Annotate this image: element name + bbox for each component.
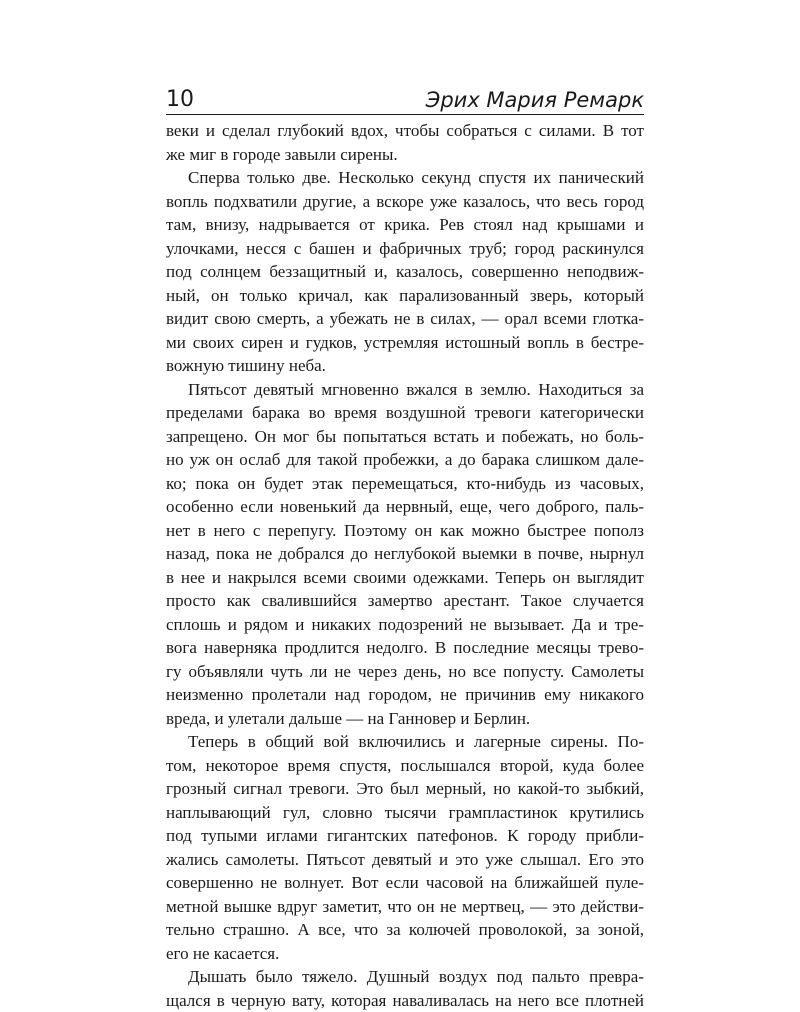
- paragraph-breathing: [166, 965, 644, 1012]
- text-line: наплывающий гул, словно тысячи грампластинок крутились: [166, 801, 644, 825]
- text-line: под тупыми иглами гигантских патефонов. К городу прибли-: [166, 824, 644, 848]
- text-line: ный, он только кричал, как парализованный зверь, который: [166, 284, 644, 308]
- text-line: под солнцем беззащитный и, казалось, совершенно неподвиж-: [166, 260, 644, 284]
- book-page: [166, 88, 644, 1012]
- paragraph-continuation: [166, 119, 644, 166]
- text-line: там, внизу, надрывается от крика. Рев стоял над крышами и: [166, 213, 644, 237]
- text-line: ко; пока он будет этак перемещаться, кто-нибудь из часовых,: [166, 472, 644, 496]
- paragraph-509: [166, 378, 644, 731]
- text-line: гу объявляли чуть ли не через день, но все попусту. Самолеты: [166, 660, 644, 684]
- text-line: веки и сделал глубокий вдох, чтобы собраться с силами. В тот: [166, 119, 644, 143]
- text-line: метной вышке вдруг заметит, что он не мертвец, — это действи-: [166, 895, 644, 919]
- running-head: [166, 88, 644, 115]
- page-number: 10: [166, 88, 194, 112]
- text-line: видит свою смерть, а убежать не в силах, — орал всеми глотка-: [166, 307, 644, 331]
- text-line: сплошь и рядом и никаких подозрений не вызывает. Да и тре-: [166, 613, 644, 637]
- text-line: но уж он ослаб для такой пробежки, а до барака слишком дале-: [166, 448, 644, 472]
- text-line: вога наверняка продлится недолго. В последние месяцы трево-: [166, 636, 644, 660]
- text-line: грозный сигнал тревоги. Это был мерный, но какой-то зыбкий,: [166, 777, 644, 801]
- text-line: Пятьсот девятый мгновенно вжался в землю. Находиться за: [166, 378, 644, 402]
- text-line: совершенно не волнует. Вот если часовой на ближайшей пуле-: [166, 871, 644, 895]
- text-line: тельно страшно. А все, что за колючей проволокой, за зоной,: [166, 918, 644, 942]
- text-line: нет в него с перепугу. Поэтому он как можно быстрее пополз: [166, 519, 644, 543]
- text-line: щался в черную вату, которая наваливалась на него все плотней: [166, 989, 644, 1012]
- text-body: [166, 119, 644, 1012]
- text-line: жались самолеты. Пятьсот девятый и это уже слышал. Его это: [166, 848, 644, 872]
- text-line: просто как свалившийся замертво арестант. Такое случается: [166, 589, 644, 613]
- text-line: Теперь в общий вой включились и лагерные сирены. По-: [166, 730, 644, 754]
- paragraph-sirens: [166, 166, 644, 378]
- text-line: улочками, несся с башен и фабричных труб; город раскинулся: [166, 237, 644, 261]
- text-line: ми своих сирен и гудков, устремляя истошный вопль в бестре-: [166, 331, 644, 355]
- text-line: Сперва только две. Несколько секунд спустя их панический: [166, 166, 644, 190]
- paragraph-camp-sirens: [166, 730, 644, 965]
- author-name: Эрих Мария Ремарк: [426, 88, 644, 112]
- text-line: запрещено. Он мог бы попытаться встать и побежать, но боль-: [166, 425, 644, 449]
- text-line: Дышать было тяжело. Душный воздух под пальто превра-: [166, 965, 644, 989]
- text-line: пределами барака во время воздушной тревоги категорически: [166, 401, 644, 425]
- text-line: том, некоторое время спустя, послышался второй, куда более: [166, 754, 644, 778]
- text-line: в нее и накрылся всеми своими одежками. Теперь он выглядит: [166, 566, 644, 590]
- text-line: назад, пока не добрался до неглубокой выемки в почве, нырнул: [166, 542, 644, 566]
- text-line: его не касается.: [166, 942, 644, 966]
- text-line: вопль подхватили другие, а вскоре уже казалось, что весь город: [166, 190, 644, 214]
- text-line: же миг в городе завыли сирены.: [166, 143, 644, 167]
- text-line: вожную тишину неба.: [166, 354, 644, 378]
- text-line: неизменно пролетали над городом, не причинив ему никакого: [166, 683, 644, 707]
- text-line: особенно если новенький да нервный, еще, чего доброго, паль-: [166, 495, 644, 519]
- text-line: вреда, и улетали дальше — на Ганновер и Берлин.: [166, 707, 644, 731]
